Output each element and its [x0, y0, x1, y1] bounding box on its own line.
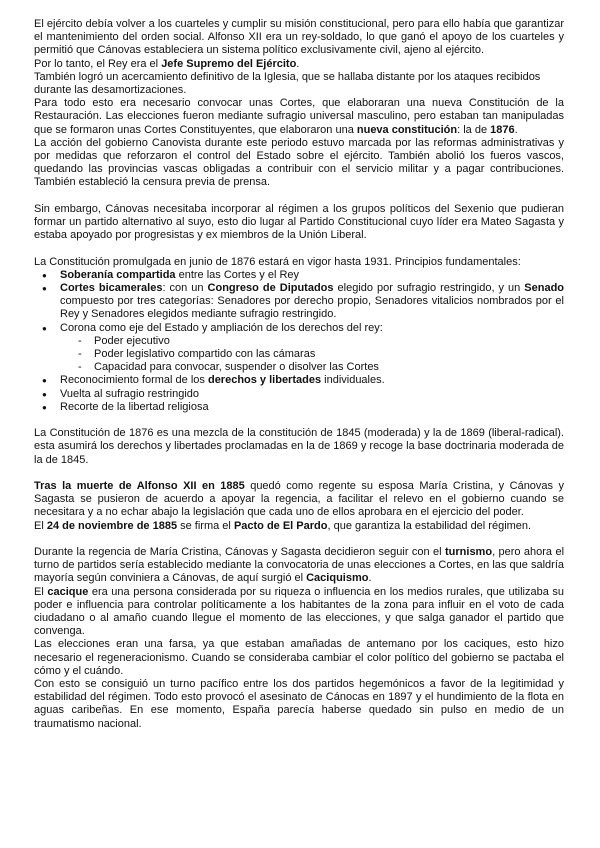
- paragraph-sagasta-party: Sin embargo, Cánovas necesitaba incorporar al régimen a los grupos políticos del Sexenio que pudieran formar un partido alternativo al suyo, esto dio lugar al Partido Constitucional cuyo líder era Mateo Sagasta y estaba apoyado por progresistas y ex miembros de la Unión Liberal.: [34, 202, 564, 242]
- principles-list: [34, 269, 564, 414]
- paragraph-peaceful-turn: Con esto se consiguió un turno pacífico entre los dos partidos hegemónicos a favor de la legitimidad y estabilidad del régimen. Todo esto provocó el asesinato de Cánocas en 1897 y el hundimiento de la flota en aguas caribeñas. En ese momento, España parecía haberse quedado sin pulso en medio de un traumatismo nacional.: [34, 678, 564, 730]
- sub-list-item: - Poder ejecutivo: [94, 335, 564, 348]
- list-item: ● Recorte de la libertad religiosa: [60, 401, 564, 414]
- paragraph-king-chief: Por lo tanto, el Rey era el Jefe Supremo del Ejército.: [34, 57, 300, 70]
- list-item: ● Corona como eje del Estado y ampliación de los derechos del rey: - Poder ejecutivo - Poder legislativo compartido con las cámaras - Capacidad para convocar, suspender o disolver las Cortes: [60, 322, 564, 375]
- paragraph-canovista-government: La acción del gobierno Canovista durante este periodo estuvo marcada por las reformas administrativas y por medidas que reforzaron el control del Estado sobre el ejército. También abolió los fueros vascos, quedando las provincias vascas obligadas a contribuir con el servicio militar y a pagar contribuciones. También estableció la censura previa de prensa.: [34, 136, 564, 189]
- list-item: ● Vuelta al sufragio restringido: [60, 388, 564, 401]
- spacer: [34, 533, 564, 546]
- paragraph-church: También logró un acercamiento definitivo de la Iglesia, que se hallaba distante por los ataques recibidos durante las desamortizaciones.: [34, 70, 541, 97]
- sub-list-item: - Capacidad para convocar, suspender o disolver las Cortes: [94, 361, 564, 374]
- paragraph-elections-farce: Las elecciones eran una farsa, ya que estaban amañadas de antemano por los caciques, esto hizo necesario el regeneracionismo. Cuando se consideraba cambiar el color político del gobierno se pactaba el cómo y el cuándo.: [34, 638, 564, 677]
- list-item: ● Reconocimiento formal de los derechos y libertades individuales.: [60, 374, 564, 387]
- paragraph-constitution-intro: La Constitución promulgada en junio de 1876 estará en vigor hasta 1931. Principios fundamentales:: [34, 255, 521, 268]
- bold-term: 1876: [490, 123, 515, 136]
- spacer: [34, 467, 564, 480]
- bold-term: nueva constitución: [356, 123, 458, 136]
- paragraph-new-constitution: Para todo esto era necesario convocar unas Cortes, que elaboraran una nueva Constitución de la Restauración. Las elecciones fueron mediante sufragio universal masculino, pero estaban tan manipuladas que se formaron unas Cortes Constituyentes, que elaboraron una nueva constitución: la de 1876.: [34, 97, 564, 136]
- spacer: [34, 190, 564, 203]
- sub-list-item: - Poder legislativo compartido con las cámaras: [94, 348, 564, 361]
- document-body: [34, 18, 564, 731]
- paragraph-regency: Tras la muerte de Alfonso XII en 1885 quedó como regente su esposa María Cristina, y Cánovas y Sagasta se pusieron de acuerdo a apoyar la regencia, a facilitar el relevo en el gobierno cuando se necesitara y a no echar abajo la legislación que cada uno de ellos aprobara en el ejercicio del poder.: [34, 480, 564, 519]
- bold-term: Jefe Supremo del Ejército: [161, 57, 297, 70]
- paragraph-cacique: El cacique era una persona considerada por su riqueza o influencia en los medios rurales, que utilizaba su poder e influencia para controlar políticamente a los habitantes de la zona para influir en el voto de cada ciudadano o al amaño cuando llegue el momento de las elecciones, y que salga ganador el partido que convenga.: [34, 585, 564, 638]
- paragraph-pardo-pact: El 24 de noviembre de 1885 se firma el Pacto de El Pardo, que garantiza la estabilidad del régimen.: [34, 519, 532, 532]
- list-item: ● Cortes bicamerales: con un Congreso de Diputados elegido por sufragio restringido, y un Senado compuesto por tres categorías: Senadores por derecho propio, Senadores vitalicios nombrados por el Rey y Senadores elegidos mediante sufragio restringido.: [60, 282, 564, 322]
- spacer: [34, 414, 564, 427]
- paragraph-constitution-mix: La Constitución de 1876 es una mezcla de la constitución de 1845 (moderada) y la de 1869 (liberal-radical). esta asumirá los derechos y libertades proclamadas en la de 1869 y recoge la base doctrinaria moderada de la de 1845.: [34, 427, 564, 466]
- spacer: [34, 242, 564, 255]
- paragraph-army-role: El ejército debía volver a los cuarteles y cumplir su misión constitucional, pero para ello había que garantizar el mantenimiento del orden social. Alfonso XII era un rey-soldado, lo que ganó el apoyo de los cuarteles y permitió que Cánovas estableciera un sistema político exclusivamente civil, ajeno al ejército.: [34, 18, 564, 57]
- crown-powers-list: [60, 335, 564, 375]
- list-item: ● Soberanía compartida entre las Cortes y el Rey: [60, 269, 564, 282]
- paragraph-turnismo: Durante la regencia de María Cristina, Cánovas y Sagasta decidieron seguir con el turnismo, pero ahora el turno de partidos sería establecido mediante la convocatoria de unas elecciones a Cortes, en las que saldría mayoría según conviniera a Cánovas, de aquí surgió el Caciquismo.: [34, 546, 565, 585]
